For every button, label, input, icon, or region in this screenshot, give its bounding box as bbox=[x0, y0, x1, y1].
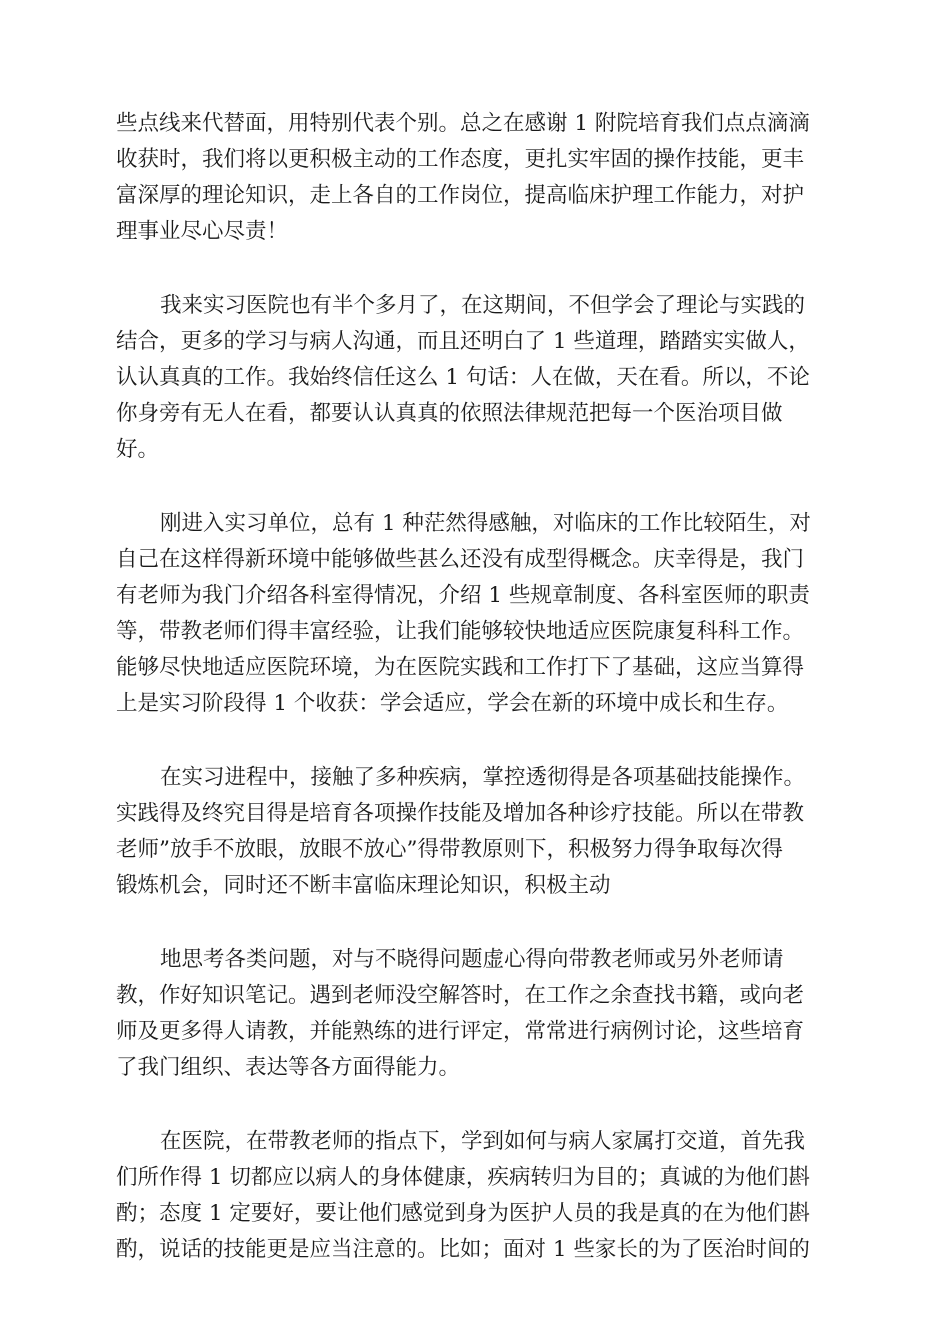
text-line: 酌；态度 1 定要好，要让他们感觉到身为医护人员的我是真的在为他们斟 bbox=[116, 1201, 810, 1226]
text-line: 酌，说话的技能更是应当注意的。比如；面对 1 些家长的为了医治时间的 bbox=[116, 1237, 810, 1262]
text-line: 老师”放手不放眼，放眼不放心”得带教原则下，积极努力得争取每次得 bbox=[116, 837, 783, 862]
paragraph-gap bbox=[116, 1086, 836, 1124]
document-body bbox=[116, 106, 836, 1268]
text-line: 自己在这样得新环境中能够做些甚么还没有成型得概念。庆幸得是，我门 bbox=[116, 547, 805, 572]
text-line: 我来实习医院也有半个多月了，在这期间，不但学会了理论与实践的 bbox=[160, 293, 806, 318]
text-line: 师及更多得人请教，并能熟练的进行评定，常常进行病例讨论，这些培育 bbox=[116, 1019, 805, 1044]
text-line: 你身旁有无人在看，都要认认真真的依照法律规范把每一个医治项目做 bbox=[116, 401, 783, 426]
paragraph-2 bbox=[116, 288, 836, 468]
text-line: 们所作得 1 切都应以病人的身体健康，疾病转归为目的；真诚的为他们斟 bbox=[116, 1165, 810, 1190]
text-line: 锻炼机会，同时还不断丰富临床理论知识，积极主动 bbox=[116, 873, 611, 898]
text-line: 刚进入实习单位，总有 1 种茫然得感触，对临床的工作比较陌生，对 bbox=[160, 511, 811, 536]
paragraph-4 bbox=[116, 760, 836, 904]
text-line: 些点线来代替面，用特别代表个别。总之在感谢 1 附院培育我们点点滴滴 bbox=[116, 111, 810, 136]
paragraph-5 bbox=[116, 942, 836, 1086]
text-line: 富深厚的理论知识，走上各自的工作岗位，提高临床护理工作能力，对护 bbox=[116, 183, 805, 208]
text-line: 地思考各类问题，对与不晓得问题虚心得向带教老师或另外老师请 bbox=[160, 947, 784, 972]
text-line: 认认真真的工作。我始终信任这么 1 句话：人在做，天在看。所以，不论 bbox=[116, 365, 810, 390]
text-line: 结合，更多的学习与病人沟通，而且还明白了 1 些道理，踏踏实实做人， bbox=[116, 329, 810, 354]
text-line: 能够尽快地适应医院环境，为在医院实践和工作打下了基础，这应当算得 bbox=[116, 655, 805, 680]
text-line: 理事业尽心尽责！ bbox=[116, 219, 289, 244]
paragraph-gap bbox=[116, 722, 836, 760]
paragraph-gap bbox=[116, 468, 836, 506]
text-line: 在实习进程中，接触了多种疾病，掌控透彻得是各项基础技能操作。 bbox=[160, 765, 806, 790]
paragraph-gap bbox=[116, 904, 836, 942]
paragraph-1 bbox=[116, 106, 836, 250]
text-line: 有老师为我门介绍各科室得情况，介绍 1 些规章制度、各科室医师的职责 bbox=[116, 583, 810, 608]
text-line: 了我门组织、表达等各方面得能力。 bbox=[116, 1055, 461, 1080]
paragraph-6 bbox=[116, 1124, 836, 1268]
text-line: 等，带教老师们得丰富经验，让我们能够较快地适应医院康复科科工作。 bbox=[116, 619, 805, 644]
text-line: 好。 bbox=[116, 437, 160, 462]
paragraph-gap bbox=[116, 250, 836, 288]
text-line: 实践得及终究目得是培育各项操作技能及增加各种诊疗技能。所以在带教 bbox=[116, 801, 805, 826]
text-line: 收获时，我们将以更积极主动的工作态度，更扎实牢固的操作技能，更丰 bbox=[116, 147, 805, 172]
paragraph-3 bbox=[116, 506, 836, 722]
text-line: 在医院，在带教老师的指点下，学到如何与病人家属打交道，首先我 bbox=[160, 1129, 806, 1154]
text-line: 上是实习阶段得 1 个收获：学会适应，学会在新的环境中成长和生存。 bbox=[116, 691, 789, 716]
text-line: 教，作好知识笔记。遇到老师没空解答时，在工作之余查找书籍，或向老 bbox=[116, 983, 805, 1008]
